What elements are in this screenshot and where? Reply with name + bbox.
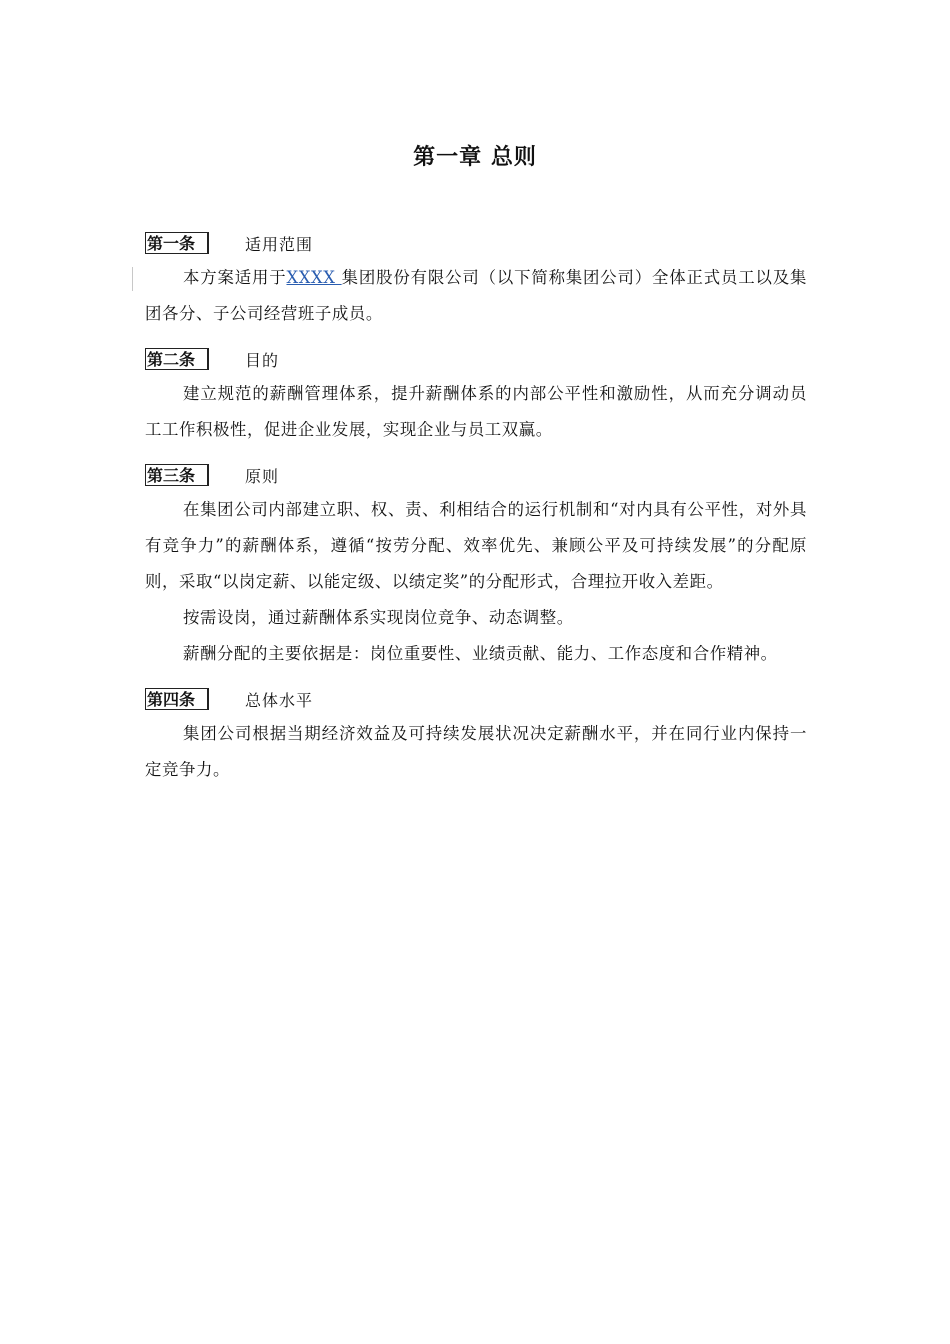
article-heading	[145, 686, 807, 712]
article-paragraph: 按需设岗，通过薪酬体系实现岗位竞争、动态调整。	[183, 608, 574, 627]
article-1	[145, 230, 807, 332]
article-4	[145, 686, 807, 788]
article-paragraph: 在集团公司内部建立职、权、责、利相结合的运行机制和“对内具有公平性，对外具有竞争力”的薪酬体系，遵循“按劳分配、效率优先、兼顾公平及可持续发展”的分配原则，采取“以岗定薪、以能定级、以绩定奖”的分配形式，合理拉开收入差距。	[145, 500, 807, 591]
chapter-title: 第一章 总则	[413, 145, 537, 170]
article-heading	[145, 346, 807, 372]
margin-marker	[132, 267, 133, 291]
article-heading	[145, 462, 807, 488]
paragraph-text: 集团股份有限公司（以下简称集团公司）全体正式员工以及集团各分、子公司经营班子成员。	[145, 268, 807, 323]
article-paragraph: 集团公司根据当期经济效益及可持续发展状况决定薪酬水平，并在同行业内保持一定竞争力。	[145, 724, 807, 779]
article-number: 第二条	[145, 348, 209, 370]
article-number: 第三条	[145, 464, 209, 486]
article-number: 第一条	[145, 232, 209, 254]
article-title: 适用范围	[245, 234, 314, 254]
paragraph-text: 本方案适用于	[183, 268, 287, 287]
article-paragraph	[145, 260, 807, 332]
article-number: 第四条	[145, 688, 209, 710]
article-paragraph: 建立规范的薪酬管理体系，提升薪酬体系的内部公平性和激励性，从而充分调动员工工作积极性，促进企业发展，实现企业与员工双赢。	[145, 384, 807, 439]
document-body	[145, 230, 807, 802]
article-2	[145, 346, 807, 448]
article-title: 总体水平	[245, 690, 314, 710]
article-heading	[145, 230, 807, 256]
company-name-link[interactable]: XXXX	[286, 268, 342, 287]
article-paragraph: 薪酬分配的主要依据是：岗位重要性、业绩贡献、能力、工作态度和合作精神。	[183, 644, 778, 663]
article-title: 目的	[245, 350, 280, 370]
article-title: 原则	[245, 466, 280, 486]
article-3	[145, 462, 807, 672]
